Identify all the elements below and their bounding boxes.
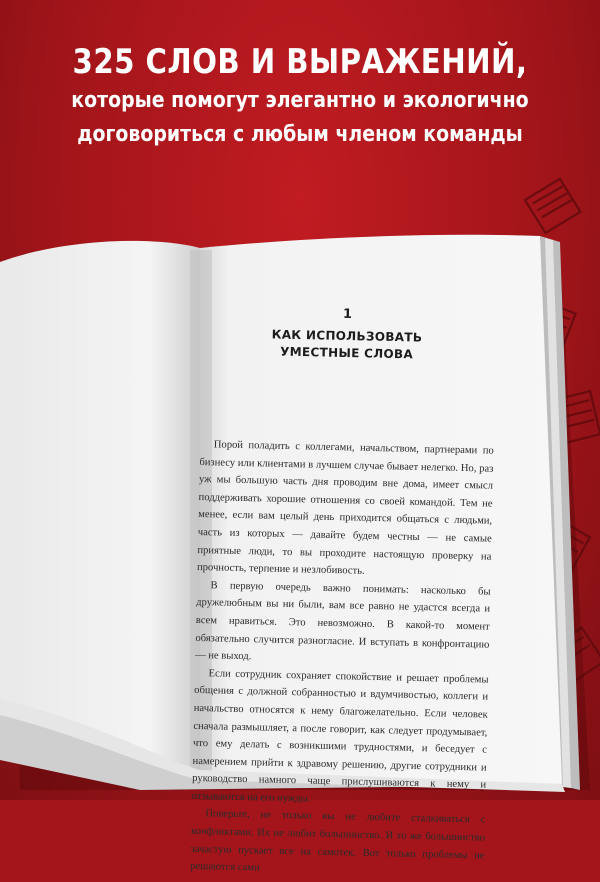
chapter-heading: [261, 305, 432, 364]
chapter-title-line1: КАК ИСПОЛЬЗОВАТЬ: [271, 327, 423, 345]
paragraph: Если сотрудник сохраняет спокойствие и решает проблемы общения с должной собранностью и вдумчивостью, коллеги и начальство относятся к нему благожелательно. Если человек сначала размышляет, а после говорит, как следует продумывает, что ему делать с возникшими трудностями, и беседует с намерением прийти к здравому решению, другие сотрудники и руководство намного чаще прислушиваются к нему и отзываются на его нужды.: [191, 667, 489, 805]
headline-subtitle-line1: которые помогут элегантно и экологично: [71, 88, 529, 113]
chapter-title-line2: УМЕСТНЫЕ СЛОВА: [280, 344, 414, 362]
paragraph: В первую очередь важно понимать: насколько бы дружелюбным вы ни были, вам все равно не удастся всегда и всем нравиться. Это невозможно. В какой-то момент обязательно случится разногласие. И вступать в конфронтацию — не выход.: [194, 580, 491, 663]
left-page: [0, 241, 200, 770]
chapter-number: 1: [342, 306, 353, 323]
headline-title: 325 СЛОВ И ВЫРАЖЕНИЙ,: [72, 42, 528, 82]
headline-subtitle-line2: договориться с любым членом команды: [77, 122, 523, 147]
paragraph: Порой поладить с коллегами, начальством, партнерами по бизнесу или клиентами в лучшем случае бывает нелегко. Но, раз уж мы большую часть дня проводим вне дома, имеет смысл поддерживать хорошие отношения со своей командой. Тем не менее, если вам целый день приходится общаться с людьми, часть из которых — давайте будем честны — не самые приятные люди, то вы проходите настоящую проверку на прочность, терпение и незлобивость.: [196, 439, 494, 577]
paragraph: Поверьте, не только вы не любите сталкиваться с конфликтами. Их не любит большинство. И то же большинство зачастую пускает все на самотек. Вот только проблемы не решаются сами: [190, 808, 486, 874]
page-body-text: [190, 436, 494, 882]
